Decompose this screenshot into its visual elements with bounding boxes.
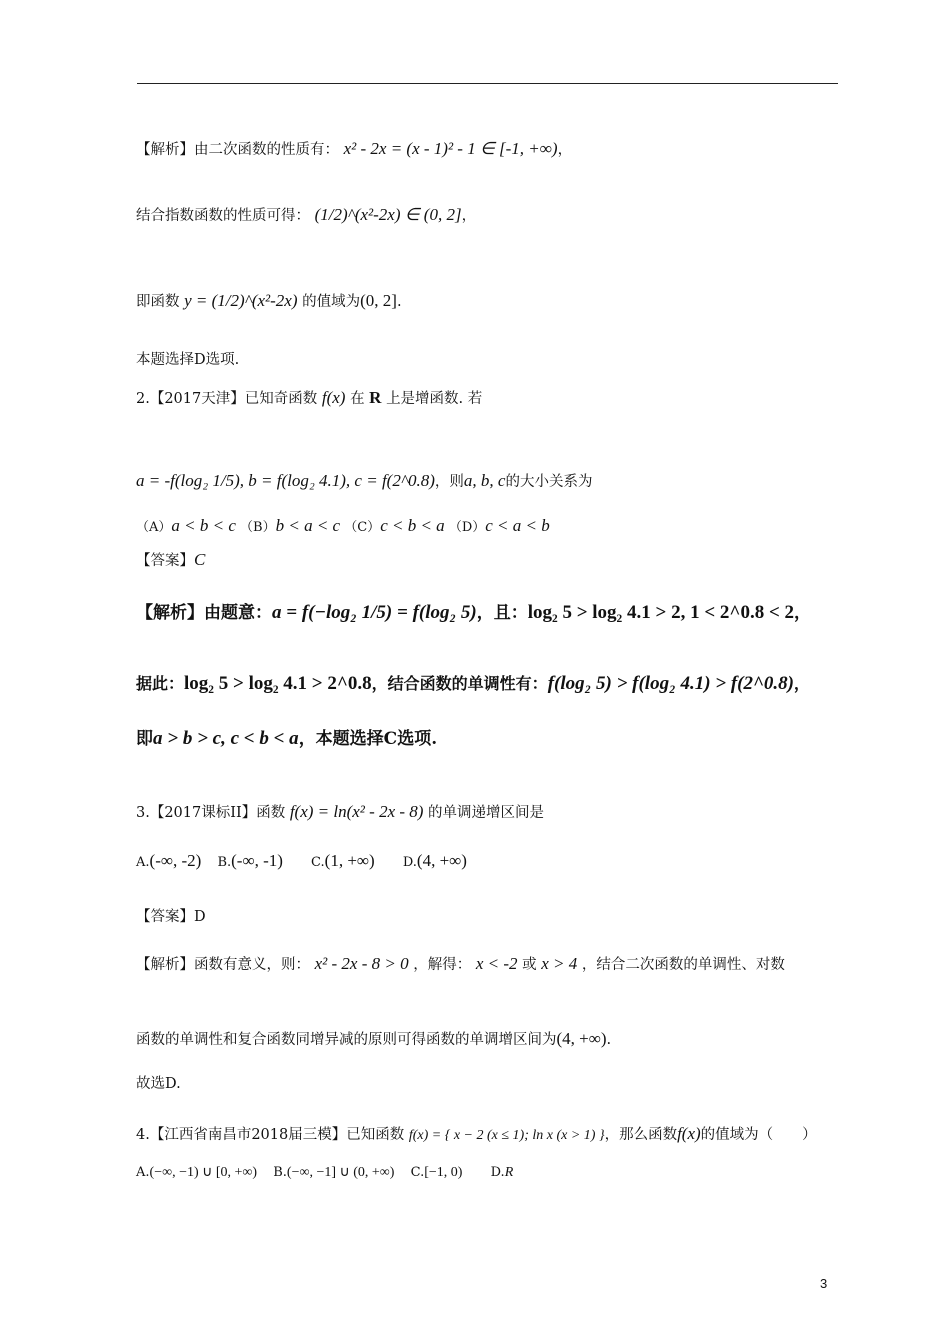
question-4-options: A.(−∞, −1) ∪ [0, +∞) B.(−∞, −1] ∪ (0, +∞) C.[−1, 0) D.R: [136, 1165, 514, 1180]
option-c: (1, +∞): [324, 851, 375, 870]
solution-2-line-1: 【解析】由题意：a = f(−log₂ 1/5) = f(log₂ 5)，且：log₂ 5 > log₂ 4.1 > 2, 1 < 2^0.8 < 2，: [136, 602, 812, 623]
math-expression: a = f(−log₂ 1/5) = f(log₂ 5): [272, 602, 477, 623]
option-c: c < b < a: [380, 516, 445, 535]
solution-1-line-3: 即函数 y = (1/2)^(x²-2x) 的值域为(0, 2].: [136, 291, 402, 310]
math-expression: R: [369, 388, 382, 407]
math-expression: C: [194, 550, 206, 569]
math-expression: a > b > c, c < b < a: [153, 728, 299, 749]
solution-1-line-2: 结合指数函数的性质可得： (1/2)^(x²-2x) ∈ (0, 2]，: [136, 205, 477, 224]
math-expression: log₂ 5 > log₂ 4.1 > 2, 1 < 2^0.8 < 2: [527, 602, 795, 623]
header-rule: [137, 83, 838, 84]
math-expression: (4, +∞): [556, 1029, 607, 1048]
option-d: c < a < b: [485, 516, 550, 535]
solution-3-line-2: 函数的单调性和复合函数同增异减的原则可得函数的单调增区间为(4, +∞).: [136, 1029, 612, 1048]
option-d: R: [504, 1165, 514, 1180]
option-d: (4, +∞): [416, 851, 467, 870]
option-c: [−1, 0): [424, 1165, 463, 1180]
math-expression: (0, 2]: [360, 291, 397, 310]
piecewise-function: f(x) = { x − 2 (x ≤ 1); ln x (x > 1) }: [408, 1128, 605, 1143]
solution-1-conclusion: 本题选择D选项.: [136, 352, 240, 368]
solution-3-conclusion: 故选D.: [136, 1076, 181, 1092]
option-a: (-∞, -2): [149, 851, 202, 870]
answer-3: 【答案】D: [136, 909, 206, 925]
solution-2-line-3: 即a > b > c, c < b < a，本题选择C选项.: [136, 728, 438, 749]
solution-2-line-2: 据此：log₂ 5 > log₂ 4.1 > 2^0.8，结合函数的单调性有：f(log₂ 5) > f(log₂ 4.1) > f(2^0.8)，: [136, 673, 810, 694]
question-2-stem: 2.【2017天津】已知奇函数 f(x) 在 R 上是增函数. 若: [136, 388, 483, 407]
question-3-stem: 3.【2017课标II】函数 f(x) = ln(x² - 2x - 8) 的单调递增区间是: [136, 802, 545, 821]
answer-2: 【答案】C: [136, 550, 206, 569]
question-2-options: （A）a < b < c （B）b < a < c （C）c < b < a （D）c < a < b: [136, 516, 550, 535]
option-b: (-∞, -1): [231, 851, 283, 870]
math-expression: f(x) = ln(x² - 2x - 8): [289, 802, 424, 821]
question-4-stem: 4.【江西省南昌市2018届三模】已知函数 f(x) = { x − 2 (x ≤ 1); ln x (x > 1) }，那么函数f(x)的值域为（ ）: [136, 1124, 817, 1143]
option-b: b < a < c: [275, 516, 341, 535]
page-number: 3: [820, 1276, 828, 1291]
math-expression: (1/2)^(x²-2x) ∈ (0, 2]: [314, 205, 462, 224]
math-expression: x < -2: [475, 954, 518, 973]
option-a: (−∞, −1) ∪ [0, +∞): [149, 1165, 258, 1180]
math-expression: log₂ 5 > log₂ 4.1 > 2^0.8: [184, 673, 372, 694]
math-expression: y = (1/2)^(x²-2x): [184, 291, 298, 310]
math-expression: f(x): [677, 1124, 701, 1143]
solution-1-line-1: 【解析】由二次函数的性质有： x² - 2x = (x - 1)² - 1 ∈ [-1, +∞)，: [136, 139, 573, 158]
question-2-definition: a = -f(log₂ 1/5), b = f(log₂ 4.1), c = f(2^0.8)，则a, b, c的大小关系为: [136, 471, 593, 490]
math-expression: a, b, c: [463, 471, 506, 490]
option-b: (−∞, −1] ∪ (0, +∞): [286, 1165, 395, 1180]
option-a: a < b < c: [171, 516, 236, 535]
solution-3-line-1: 【解析】函数有意义，则： x² - 2x - 8 > 0 ，解得： x < -2 或 x > 4 ，结合二次函数的单调性、对数: [136, 954, 785, 973]
math-expression: x² - 2x = (x - 1)² - 1 ∈ [-1, +∞): [343, 139, 558, 158]
math-expression: x > 4: [541, 954, 578, 973]
math-expression: x² - 2x - 8 > 0: [314, 954, 409, 973]
math-expression: f(x): [321, 388, 346, 407]
math-expression: f(log₂ 5) > f(log₂ 4.1) > f(2^0.8): [547, 673, 794, 694]
question-3-options: A.(-∞, -2) B.(-∞, -1) C.(1, +∞) D.(4, +∞): [136, 851, 467, 870]
math-expression: a = -f(log₂ 1/5), b = f(log₂ 4.1), c = f(2^0.8): [136, 471, 435, 490]
